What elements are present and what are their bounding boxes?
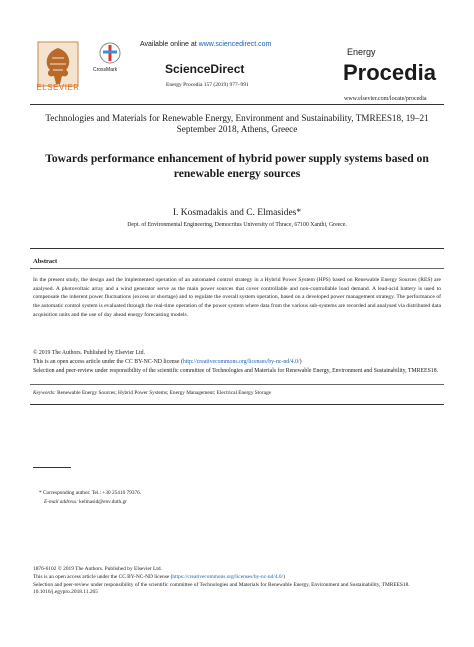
doi-line[interactable]: 10.1016/j.egypro.2018.11.265 xyxy=(33,589,98,596)
keywords-label: Keywords: xyxy=(33,390,56,396)
footnote-divider xyxy=(33,467,71,468)
copyright-line: © 2019 The Authors. Published by Elsevier Ltd. xyxy=(33,350,146,356)
title-divider xyxy=(30,248,444,249)
sciencedirect-link[interactable]: www.sciencedirect.com xyxy=(198,41,272,48)
crossmark-icon[interactable] xyxy=(99,42,121,64)
license-prefix: This is an open access article under the CC BY-NC-ND license ( xyxy=(33,358,183,365)
email-label: E-mail address: xyxy=(44,499,78,505)
footer-license-prefix: This is an open access article under the CC BY-NC-ND license ( xyxy=(33,573,173,580)
keywords-line xyxy=(33,390,441,396)
license-suffix: ) xyxy=(299,358,302,365)
keywords-divider xyxy=(30,384,444,385)
author-affiliation: Dept. of Environmental Engineering, Democritus University of Thrace, 67100 Xanthi, Greece. xyxy=(127,222,347,228)
abstract-divider xyxy=(30,268,444,269)
issn-line: 1876-6102 © 2019 The Authors. Published by Elsevier Ltd. xyxy=(33,566,162,572)
page-footer xyxy=(33,566,443,597)
email-footnote xyxy=(44,499,127,505)
footer-license-link[interactable]: https://creativecommons.org/licenses/by-nc-nd/4.0/ xyxy=(172,573,284,580)
license-line xyxy=(33,358,441,367)
paper-title: Towards performance enhancement of hybrid power supply systems based on renewable energy sources xyxy=(45,152,429,180)
footer-license-line xyxy=(33,574,443,582)
journal-website-link[interactable]: www.elsevier.com/locate/procedia xyxy=(344,96,427,102)
journal-energy-label: Energy xyxy=(347,47,376,57)
conference-line: Technologies and Materials for Renewable Energy, Environment and Sustainability, TMREES18, 19–21 September 2018, Athens, Greece xyxy=(45,113,429,134)
license-link[interactable]: http://creativecommons.org/licenses/by-nc-nd/4.0/ xyxy=(182,358,300,365)
sciencedirect-brand: ScienceDirect xyxy=(165,62,245,76)
corresponding-author-footnote: * Corresponding author. Tel.: +30 25410 79376. xyxy=(39,490,142,496)
footer-license-suffix: ) xyxy=(283,573,285,580)
header-divider xyxy=(30,104,444,105)
available-prefix: Available online at xyxy=(140,41,199,48)
license-block xyxy=(33,349,441,375)
abstract-heading: Abstract xyxy=(33,258,58,265)
peer-review-line: Selection and peer-review under responsibility of the scientific committee of Technologies and Materials for Renewable Energy, Environment and Sustainability, TMREES18. xyxy=(33,367,439,374)
journal-procedia-label: Procedia xyxy=(343,60,436,85)
paper-authors: I. Kosmadakis and C. Elmasides* xyxy=(172,208,302,218)
elsevier-logo-text: ELSEVIER xyxy=(36,83,80,92)
footer-peer-review: Selection and peer-review under responsibility of the scientific committee of Technologies and Materials for Renewable Energy, Environment and Sustainability, TMREES18. xyxy=(33,581,410,588)
crossmark-label: CrossMark xyxy=(93,67,118,73)
keywords-text: Renewable Energy Sources; Hybrid Power Systems; Energy Management; Electrical Energy Storage xyxy=(57,390,271,396)
journal-citation: Energy Procedia 157 (2019) 977–991 xyxy=(166,82,249,88)
available-online-line xyxy=(140,41,271,48)
abstract-body: In the present study, the design and the implemented operation of an automated control strategy in a Hybrid Power System (HPS) based on Renewable Energy Sources (RES) are analysed. A photovoltaic array and a wind generator serve as the main power sources that cover controllable and non-controllable load demand. A lead-acid battery is used to compensate the inherent power fluctuations (excess or shortage) and to regulate the overall system operation, based on a developed power management strategy. The performance of the automatic control system is evaluated through the real-time operation of the power system where data from the various sub-systems are recorded and analysed via distributed data acquisition units and the use of day ahead energy forecasting models. xyxy=(33,277,441,318)
abstract-end-divider xyxy=(30,404,444,405)
email-address[interactable]: kelmasid@env.duth.gr xyxy=(79,499,127,505)
